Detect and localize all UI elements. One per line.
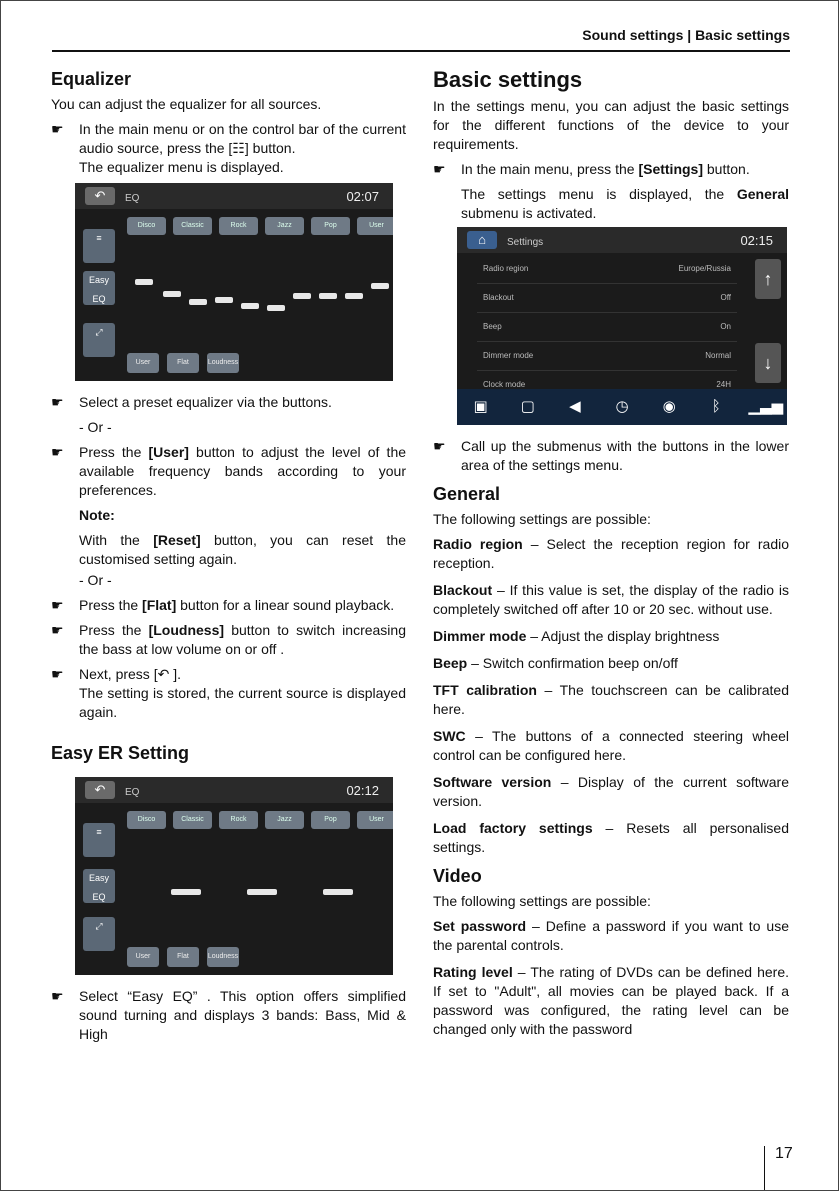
pointing-hand-icon: ☛ [51,622,64,638]
list-item: ☛ Press the [Loudness] button to switch increasing the bass at low volume on or off . [51,622,406,657]
clock-icon: ◷ [615,398,629,415]
expand-icon: ⤢ [83,917,115,951]
equalizer-icon: ☷ [232,140,245,156]
eq-graph-icon: ≡ [83,229,115,263]
definition-item: SWC – The buttons of a connected steering wheel control can be configured here. [433,728,789,763]
note-text: With the [Reset] button, you can reset the customised setting again. [79,532,406,567]
list-item: ☛ Next, press [↶ ]. The setting is stored, the current source is displayed again. [51,666,406,720]
general-intro: The following settings are possible: [433,511,651,527]
list-item: ☛ Press the [User] button to adjust the level of the available frequency bands according to your preferences. [51,444,407,498]
bottom-buttons: User Flat Loudness [127,353,239,373]
step-result: The settings menu is displayed, the General submenu is activated. [461,186,789,221]
definition-item: Beep – Switch confirmation beep on/off [433,655,678,671]
general-heading: General [433,484,501,504]
settings-screenshot: ⌂ Settings 02:15 Radio region Europe/Russia Blackout Off Beep On Dimmer mode Normal Clock mode 24H ↑ ↓ ▣ ▢ ◀ ◷ ◉ ᛒ ▁▃▅ [457,227,787,425]
page-number: 17 [764,1146,793,1190]
bluetooth-icon: ᛒ [711,398,721,415]
clock-readout: 02:07 [346,189,379,204]
definition-item: Load factory settings – Resets all personalised settings. [433,820,789,855]
equalizer-heading: Equalizer [51,69,132,89]
step-result: The equalizer menu is displayed. [79,159,284,175]
list-item: ☛ Call up the submenus with the buttons in the lower area of the settings menu. [433,438,789,473]
eq-graph-icon: ≡ [83,823,115,857]
language-icon: ◉ [662,398,676,415]
clock-readout: 02:12 [346,783,379,798]
note-label: Note: [79,507,115,523]
settings-tab-bar [457,389,787,425]
arrow-up-icon: ↑ [755,259,781,299]
definition-item: Software version – Display of the current software version. [433,774,789,809]
pointing-hand-icon: ☛ [51,121,64,137]
general-icon: ▣ [473,398,488,415]
definition-item: Set password – Define a password if you want to use the parental controls. [433,918,789,953]
easy-eq-button: Easy EQ [83,271,115,305]
pointing-hand-icon: ☛ [51,597,64,613]
list-item: ☛ Press the [Flat] button for a linear sound playback. [51,597,395,613]
basic-settings-heading: Basic settings [433,67,583,92]
expand-icon: ⤢ [83,323,115,357]
list-item: ☛ In the main menu or on the control bar of the current audio source, press the [☷] button. The equalizer menu is displayed. [51,121,406,175]
or-separator: - Or - [79,419,112,435]
bottom-buttons: User Flat Loudness [127,947,239,967]
preset-buttons: Disco Classic Rock Jazz Pop User [127,811,393,829]
settings-list: Radio region Europe/Russia Blackout Off Beep On Dimmer mode Normal Clock mode 24H [477,255,737,400]
pointing-hand-icon: ☛ [433,161,446,177]
home-icon: ⌂ [467,231,497,249]
signal-icon: ▁▃▅ [748,398,784,415]
back-icon: ↶ [157,666,170,682]
pointing-hand-icon: ☛ [51,988,64,1004]
pointing-hand-icon: ☛ [51,444,64,460]
arrow-down-icon: ↓ [755,343,781,383]
screen-icon: ▢ [520,398,535,415]
page-header: Sound settings | Basic settings [52,24,790,52]
back-icon: ↶ [85,781,115,799]
basic-settings-intro: In the settings menu, you can adjust the basic settings for the different functions of the device to your requirements. [433,98,789,152]
right-column [433,67,789,1047]
preset-buttons: Disco Classic Rock Jazz Pop User [127,217,393,235]
definition-item: Radio region – Select the reception region for radio reception. [433,536,789,571]
clock-readout: 02:15 [740,233,773,248]
back-icon: ↶ [85,187,115,205]
equalizer-intro: You can adjust the equalizer for all sources. [51,96,322,112]
easy-eq-button: Easy EQ [83,869,115,903]
speaker-icon: ◀ [569,398,581,415]
easy-eq-screenshot: ↶ EQ 02:12 Disco Classic Rock Jazz Pop User ≡ Easy EQ ⤢ User Flat Loudness [75,777,393,975]
definition-item: Dimmer mode – Adjust the display brightness [433,628,720,644]
pointing-hand-icon: ☛ [51,394,64,410]
list-item: ☛ In the main menu, press the [Settings] button. [433,161,750,177]
easy-eq-heading: Easy ER Setting [51,743,190,763]
video-heading: Video [433,866,482,886]
left-column [51,70,406,1050]
pointing-hand-icon: ☛ [51,666,64,682]
or-separator: - Or - [79,572,112,588]
definition-item: Rating level – The rating of DVDs can be defined here. If set to "Adult", all movies can be played back. If a password was configured, the rating level can be changed only with the password [433,964,789,1037]
list-item: ☛ Select a preset equalizer via the buttons. [51,394,332,410]
equalizer-screenshot: ↶ EQ 02:07 Disco Classic Rock Jazz Pop User ≡ Easy EQ ⤢ User Flat Loudness [75,183,393,381]
pointing-hand-icon: ☛ [433,438,446,454]
list-item: ☛ Select “Easy EQ” . This option offers simplified sound turning and displays 3 bands: Bass, Mid & High [51,988,406,1042]
definition-item: Blackout – If this value is set, the display of the radio is completely switched off after 10 or 20 sec. without use. [433,582,789,617]
video-intro: The following settings are possible: [433,893,651,909]
definition-item: TFT calibration – The touchscreen can be calibrated here. [433,682,789,717]
step-result: The setting is stored, the current source is displayed again. [79,685,406,720]
